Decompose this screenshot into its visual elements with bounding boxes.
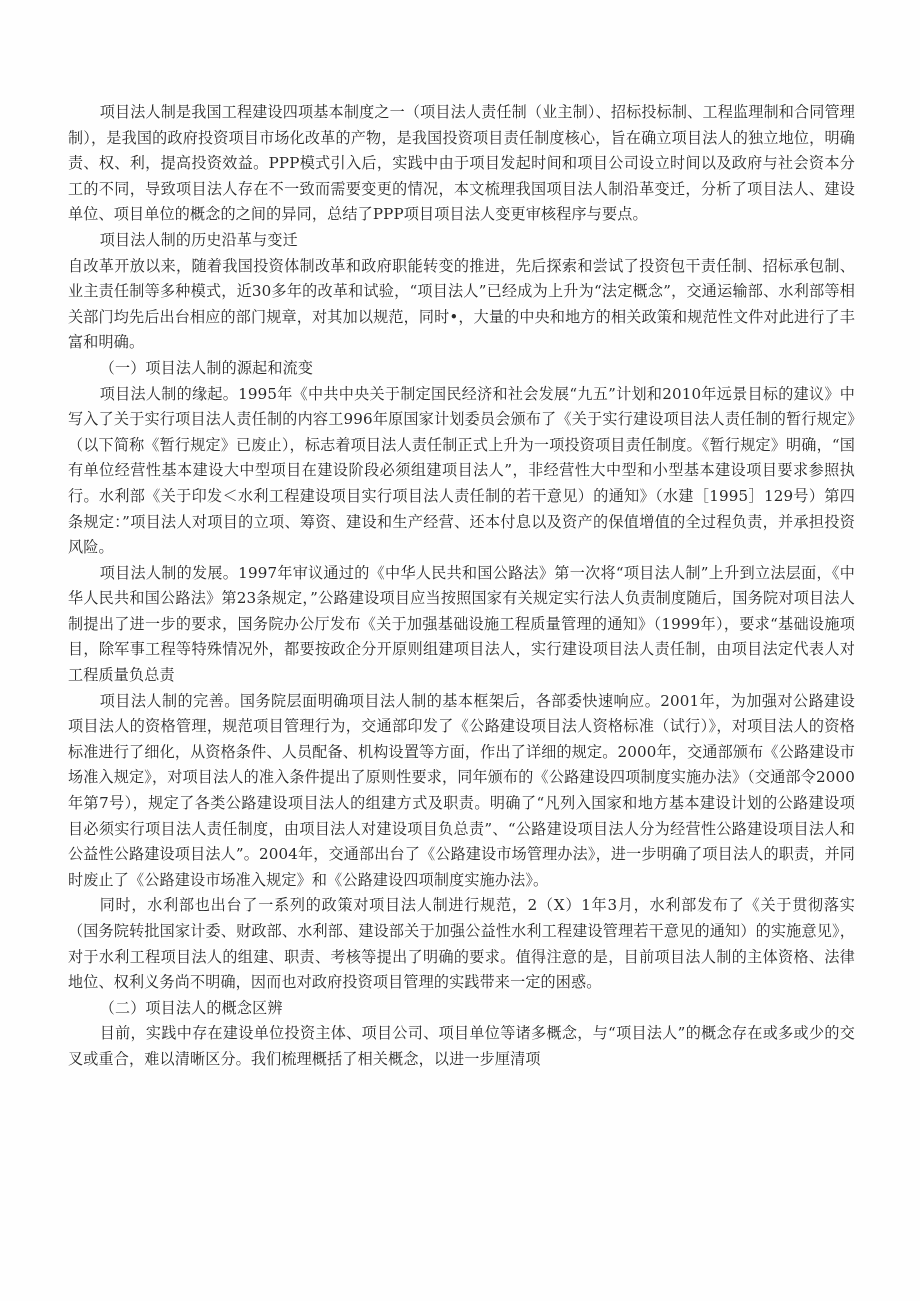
subsection-heading-concept: （二）项目法人的概念区辨 — [99, 998, 283, 1017]
subsection-heading-origin: （一）项目法人制的源起和流变 — [99, 358, 314, 377]
paragraph-reform-background: 自改革开放以来，随着我国投资体制改革和政府职能转变的推进，先后探索和尝试了投资包干责任制、招标承包制、业主责任制等多种模式，近30多年的改革和试验，“项目法人”已经成为上升为“法定概念”，交通运输部、水利部等相关部门均先后出台相应的部门规章，对其加以规范，同时•，大量的中央和地方的相关政策和规范性文件对此进行了丰富和明确。 — [68, 256, 855, 352]
paragraph-concept-distinction: 目前，实践中存在建设单位投资主体、项目公司、项目单位等诸多概念，与“项目法人”的概念存在或多或少的交叉或重合，难以清晰区分。我们梳理概括了相关概念，以进一步厘清项 — [68, 1024, 855, 1068]
paragraph-development: 项目法人制的发展。1997年审议通过的《中华人民共和国公路法》第一次将“项目法人制”上升到立法层面，《中华人民共和国公路法》第23条规定，”公路建设项目应当按照国家有关规定实行法人负责制度随后，国务院对项目法人制提出了进一步的要求，国务院办公厅发布《关于加强基础设施工程质量管理的通知》（1999年），要求“基础设施项目，除军事工程等特殊情况外，都要按政企分开原则组建项目法人，实行建设项目法人责任制，由项目法定代表人对工程质量负总责 — [68, 563, 855, 685]
document-text-body — [68, 100, 855, 1073]
paragraph-origin: 项目法人制的缘起。1995年《中共中央关于制定国民经济和社会发展“九五”计划和2010年远景目标的建议》中写入了关于实行项目法人责任制的内容工996年原国家计划委员会颁布了《关于实行建设项目法人责任制的暂行规定》（以下简称《暂行规定》已废止），标志着项目法人责任制正式上升为一项投资项目责任制度。《暂行规定》明确，“国有单位经营性基本建设大中型项目在建设阶段必须组建项目法人”，非经营性大中型和小型基本建设项目要求参照执行。水利部《关于印发＜水利工程建设项目实行项目法人责任制的若干意见）的通知》（水建［1995］129号）第四条规定：”项目法人对项目的立项、筹资、建设和生产经营、还本付息以及资产的保值增值的全过程负责，并承担投资风险。 — [68, 384, 855, 557]
paragraph-improvement: 项目法人制的完善。国务院层面明确项目法人制的基本框架后，各部委快速响应。2001年，为加强对公路建设项目法人的资格管理，规范项目管理行为，交通部印发了《公路建设项目法人资格标准（试行）》，对项目法人的资格标准进行了细化，从资格条件、人员配备、机构设置等方面，作出了详细的规定。2000年，交通部颁布《公路建设市场准入规定》，对项目法人的准入条件提出了原则性要求，同年颁布的《公路建设四项制度实施办法》（交通部令2000年第7号），规定了各类公路建设项目法人的组建方式及职责。明确了“凡列入国家和地方基本建设计划的公路建设项目必须实行项目法人责任制度，由项目法人对建设项目负总责”、“公路建设项目法人分为经营性公路建设项目法人和公益性公路建设项目法人”。2004年，交通部出台了《公路建设市场管理办法》，进一步明确了项目法人的职责，并同时废止了《公路建设市场准入规定》和《公路建设四项制度实施办法》。 — [68, 691, 855, 889]
section-heading-history: 项目法人制的历史沿革与变迁 — [99, 230, 298, 249]
paragraph-intro: 项目法人制是我国工程建设四项基本制度之一（项目法人责任制（业主制）、招标投标制、工程监理制和合同管理制），是我国的政府投资项目市场化改革的产物，是我国投资项目责任制度核心，旨在确立项目法人的独立地位，明确责、权、利，提高投资效益。PPP模式引入后，实践中由于项目发起时间和项目公司设立时间以及政府与社会资本分工的不同，导致项目法人存在不一致而需要变更的情况，本文梳理我国项目法人制沿革变迁，分析了项目法人、建设单位、项目单位的概念的之间的异同，总结了PPP项目项目法人变更审核程序与要点。 — [68, 103, 855, 224]
paragraph-water-resources-policy: 同时，水利部也出台了一系列的政策对项目法人制进行规范，2（X）1年3月，水利部发布了《关于贯彻落实（国务院转批国家计委、财政部、水利部、建设部关于加强公益性水利工程建设管理若干意见的通知）的实施意见》，对于水利工程项目法人的组建、职责、考核等提出了明确的要求。值得注意的是，目前项目法人制的主体资格、法律地位、权利义务尚不明确，因而也对政府投资项目管理的实践带来一定的困惑。 — [68, 896, 855, 992]
